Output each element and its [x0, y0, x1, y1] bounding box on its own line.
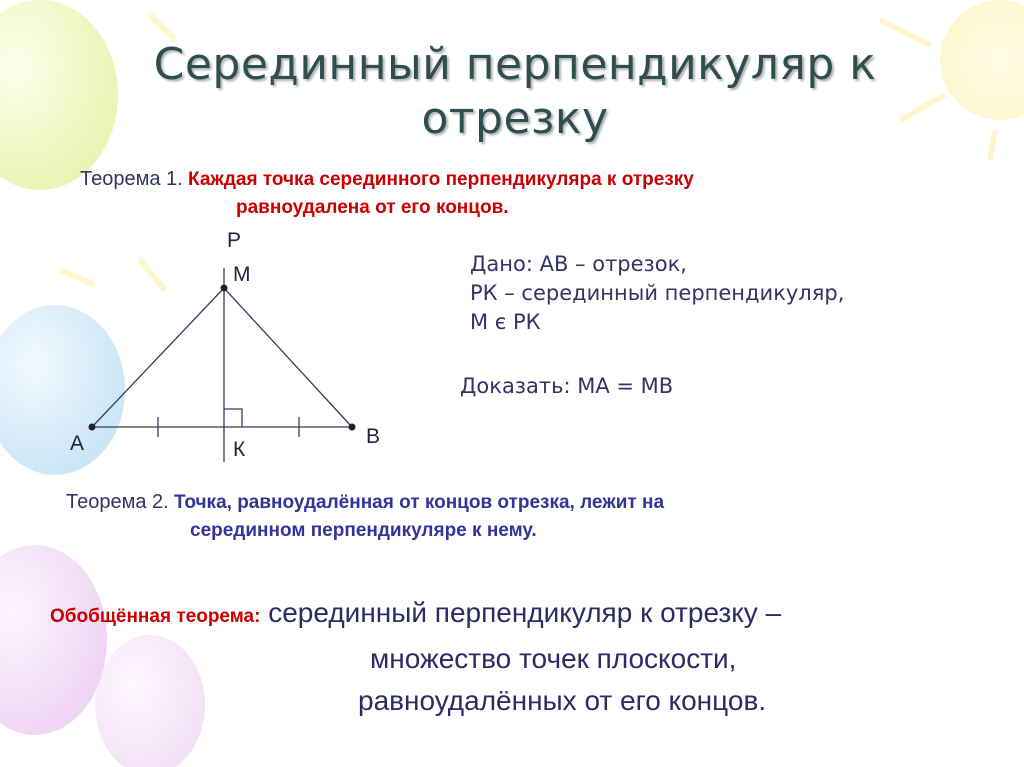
point-b-dot — [349, 424, 356, 431]
given-block — [470, 250, 970, 337]
label-point-m: М — [233, 263, 251, 286]
given-line-1: Дано: АВ – отрезок, — [470, 252, 687, 276]
theorem-2-label: Теорема 2. — [66, 491, 169, 513]
general-theorem — [50, 592, 1010, 722]
label-point-p: Р — [227, 229, 242, 252]
theorem-2-text-line-2: серединном перпендикуляре к нему. — [190, 520, 537, 541]
segment-ma — [92, 288, 224, 427]
general-theorem-line-3: равноудалённых от его концов. — [358, 685, 767, 716]
general-theorem-line-1: серединный перпендикуляр к отрезку – — [268, 597, 782, 628]
theorem-2-text-line-1: Точка, равноудалённая от концов отрезка, лежит на — [173, 492, 665, 513]
general-theorem-line-2: множество точек плоскости, — [370, 643, 737, 674]
theorem-2 — [66, 488, 946, 545]
prove-statement: Доказать: МА = МВ — [460, 374, 674, 398]
point-m-dot — [221, 285, 228, 292]
given-line-2: РК – серединный перпендикуляр, — [470, 281, 845, 305]
point-a-dot — [89, 424, 96, 431]
title-line-2: отрезку — [421, 93, 609, 144]
given-line-3: М є РК — [470, 310, 541, 334]
label-point-a: А — [70, 432, 85, 455]
label-point-b: В — [366, 425, 381, 448]
title-line-1: Серединный перпендикуляр к — [153, 39, 877, 90]
theorem-1-text-line-1: Каждая точка серединного перпендикуляра к отрезку — [187, 169, 694, 190]
label-point-k: К — [233, 438, 246, 461]
general-theorem-label: Обобщённая теорема: — [50, 606, 261, 627]
segment-mb — [224, 288, 352, 427]
right-angle-mark — [224, 409, 242, 427]
theorem-1-label: Теорема 1. — [80, 168, 183, 190]
theorem-1-text-line-2: равноудалена от его концов. — [236, 197, 509, 218]
